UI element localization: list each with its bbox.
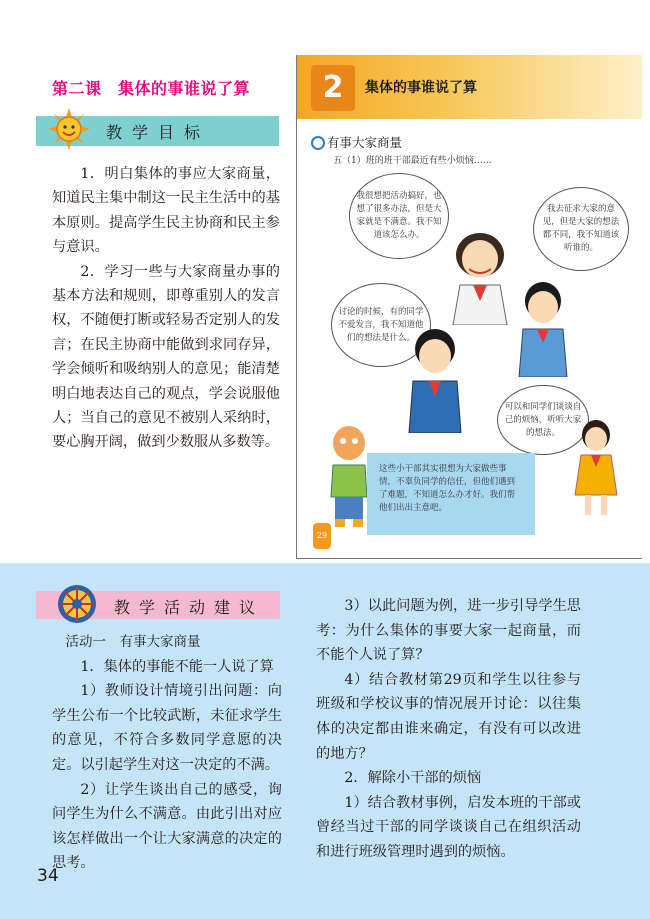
textbook-subtitle: 有事大家商量 (327, 135, 403, 150)
activity-heading: 教学活动建议 (114, 598, 265, 617)
activity-right-column (316, 594, 581, 865)
girl-illustration (571, 417, 621, 521)
textbook-header (297, 55, 642, 119)
goal-item: 2．学习一些与大家商量办事的基本方法和规则，即尊重别人的发言权，不随便打断或轻易否定别人的发言；在民主协商中能做到求同存异，学会倾听和吸纳别人的意见；能清楚明白地表达自己的观点，学会说服他人；当自己的意见不被别人采纳时，要心胸开阔，做到少数服从多数等。 (52, 263, 280, 451)
speech-bubble: 讨论的时候，有的同学不爱发言，我不知道他们的想法是什么。 (331, 283, 431, 367)
activity-paragraph: 1．集体的事能不能一人说了算 (80, 658, 274, 675)
textbook-title: 集体的事谁说了算 (365, 80, 477, 96)
boy-illustration (403, 323, 467, 433)
activity-paragraph: 4）结合教材第29页和学生以往参与班级和学校议事的情况展开讨论：以往集体的决定都由谁来确定，有没有可以改进的地方？ (316, 671, 581, 762)
page-number: 34 (37, 866, 59, 886)
speech-bubble: 可以和同学们谈谈自己的烦恼，听听大家的想法。 (497, 385, 589, 455)
speech-bubble: 我很想把活动搞好，也想了很多办法，但是大家就是不满意。我不知道该怎么办。 (349, 173, 449, 259)
speech-bubble: 我去征求大家的意见，但是大家的想法都不同，我不知道该听谁的。 (533, 187, 629, 271)
boy-illustration (513, 277, 573, 377)
compass-wheel-icon (56, 583, 98, 625)
textbook-page-tag: 29 (313, 523, 331, 549)
activity-paragraph: 1）结合教材事例，启发本班的干部或曾经当过干部的同学谈谈自己在组织活动和进行班级管理时遇到的烦恼。 (316, 794, 581, 860)
textbook-page (296, 55, 642, 559)
activity-paragraph: 1）教师设计情境引出问题：向学生公布一个比较武断，未征求学生的意见，不符合多数同学意愿的决定。以引起学生对这一决定的不满。 (52, 683, 282, 773)
textbook-prompt: 五（1）班的班干部最近有些小烦恼…… (333, 156, 492, 166)
goals-heading: 教学目标 (106, 123, 211, 142)
activity-left-column (52, 630, 282, 876)
sun-icon (48, 108, 90, 150)
activity-paragraph: 2）让学生谈出自己的感受，询问学生为什么不满意。由此引出对应该怎样做出一个让大家满意的决定的思考。 (52, 781, 282, 872)
textbook-lesson-number: 2 (311, 65, 355, 111)
lesson-title: 第二课 集体的事谁说了算 (52, 79, 251, 98)
activity-paragraph: 3）以此问题为例，进一步引导学生思考：为什么集体的事要大家一起商量，而不能个人说了算？ (316, 598, 581, 664)
goal-item: 1．明白集体的事应大家商量，知道民主集中制这一民主生活中的基本原则。提高学生民主协商和民主参与意识。 (52, 166, 280, 256)
activity-title: 活动一 有事大家商量 (65, 634, 201, 650)
activity-paragraph: 2．解除小干部的烦恼 (344, 770, 482, 787)
boy-illustration (325, 423, 373, 533)
goals-text (52, 162, 280, 455)
circle-icon (311, 136, 325, 150)
girl-illustration (435, 225, 525, 325)
textbook-info-box: 这些小干部其实很想为大家做些事情，不辜负同学的信任，但他们遇到了难题，不知道怎么办才好。我们帮他们出出主意吧。 (367, 453, 535, 535)
